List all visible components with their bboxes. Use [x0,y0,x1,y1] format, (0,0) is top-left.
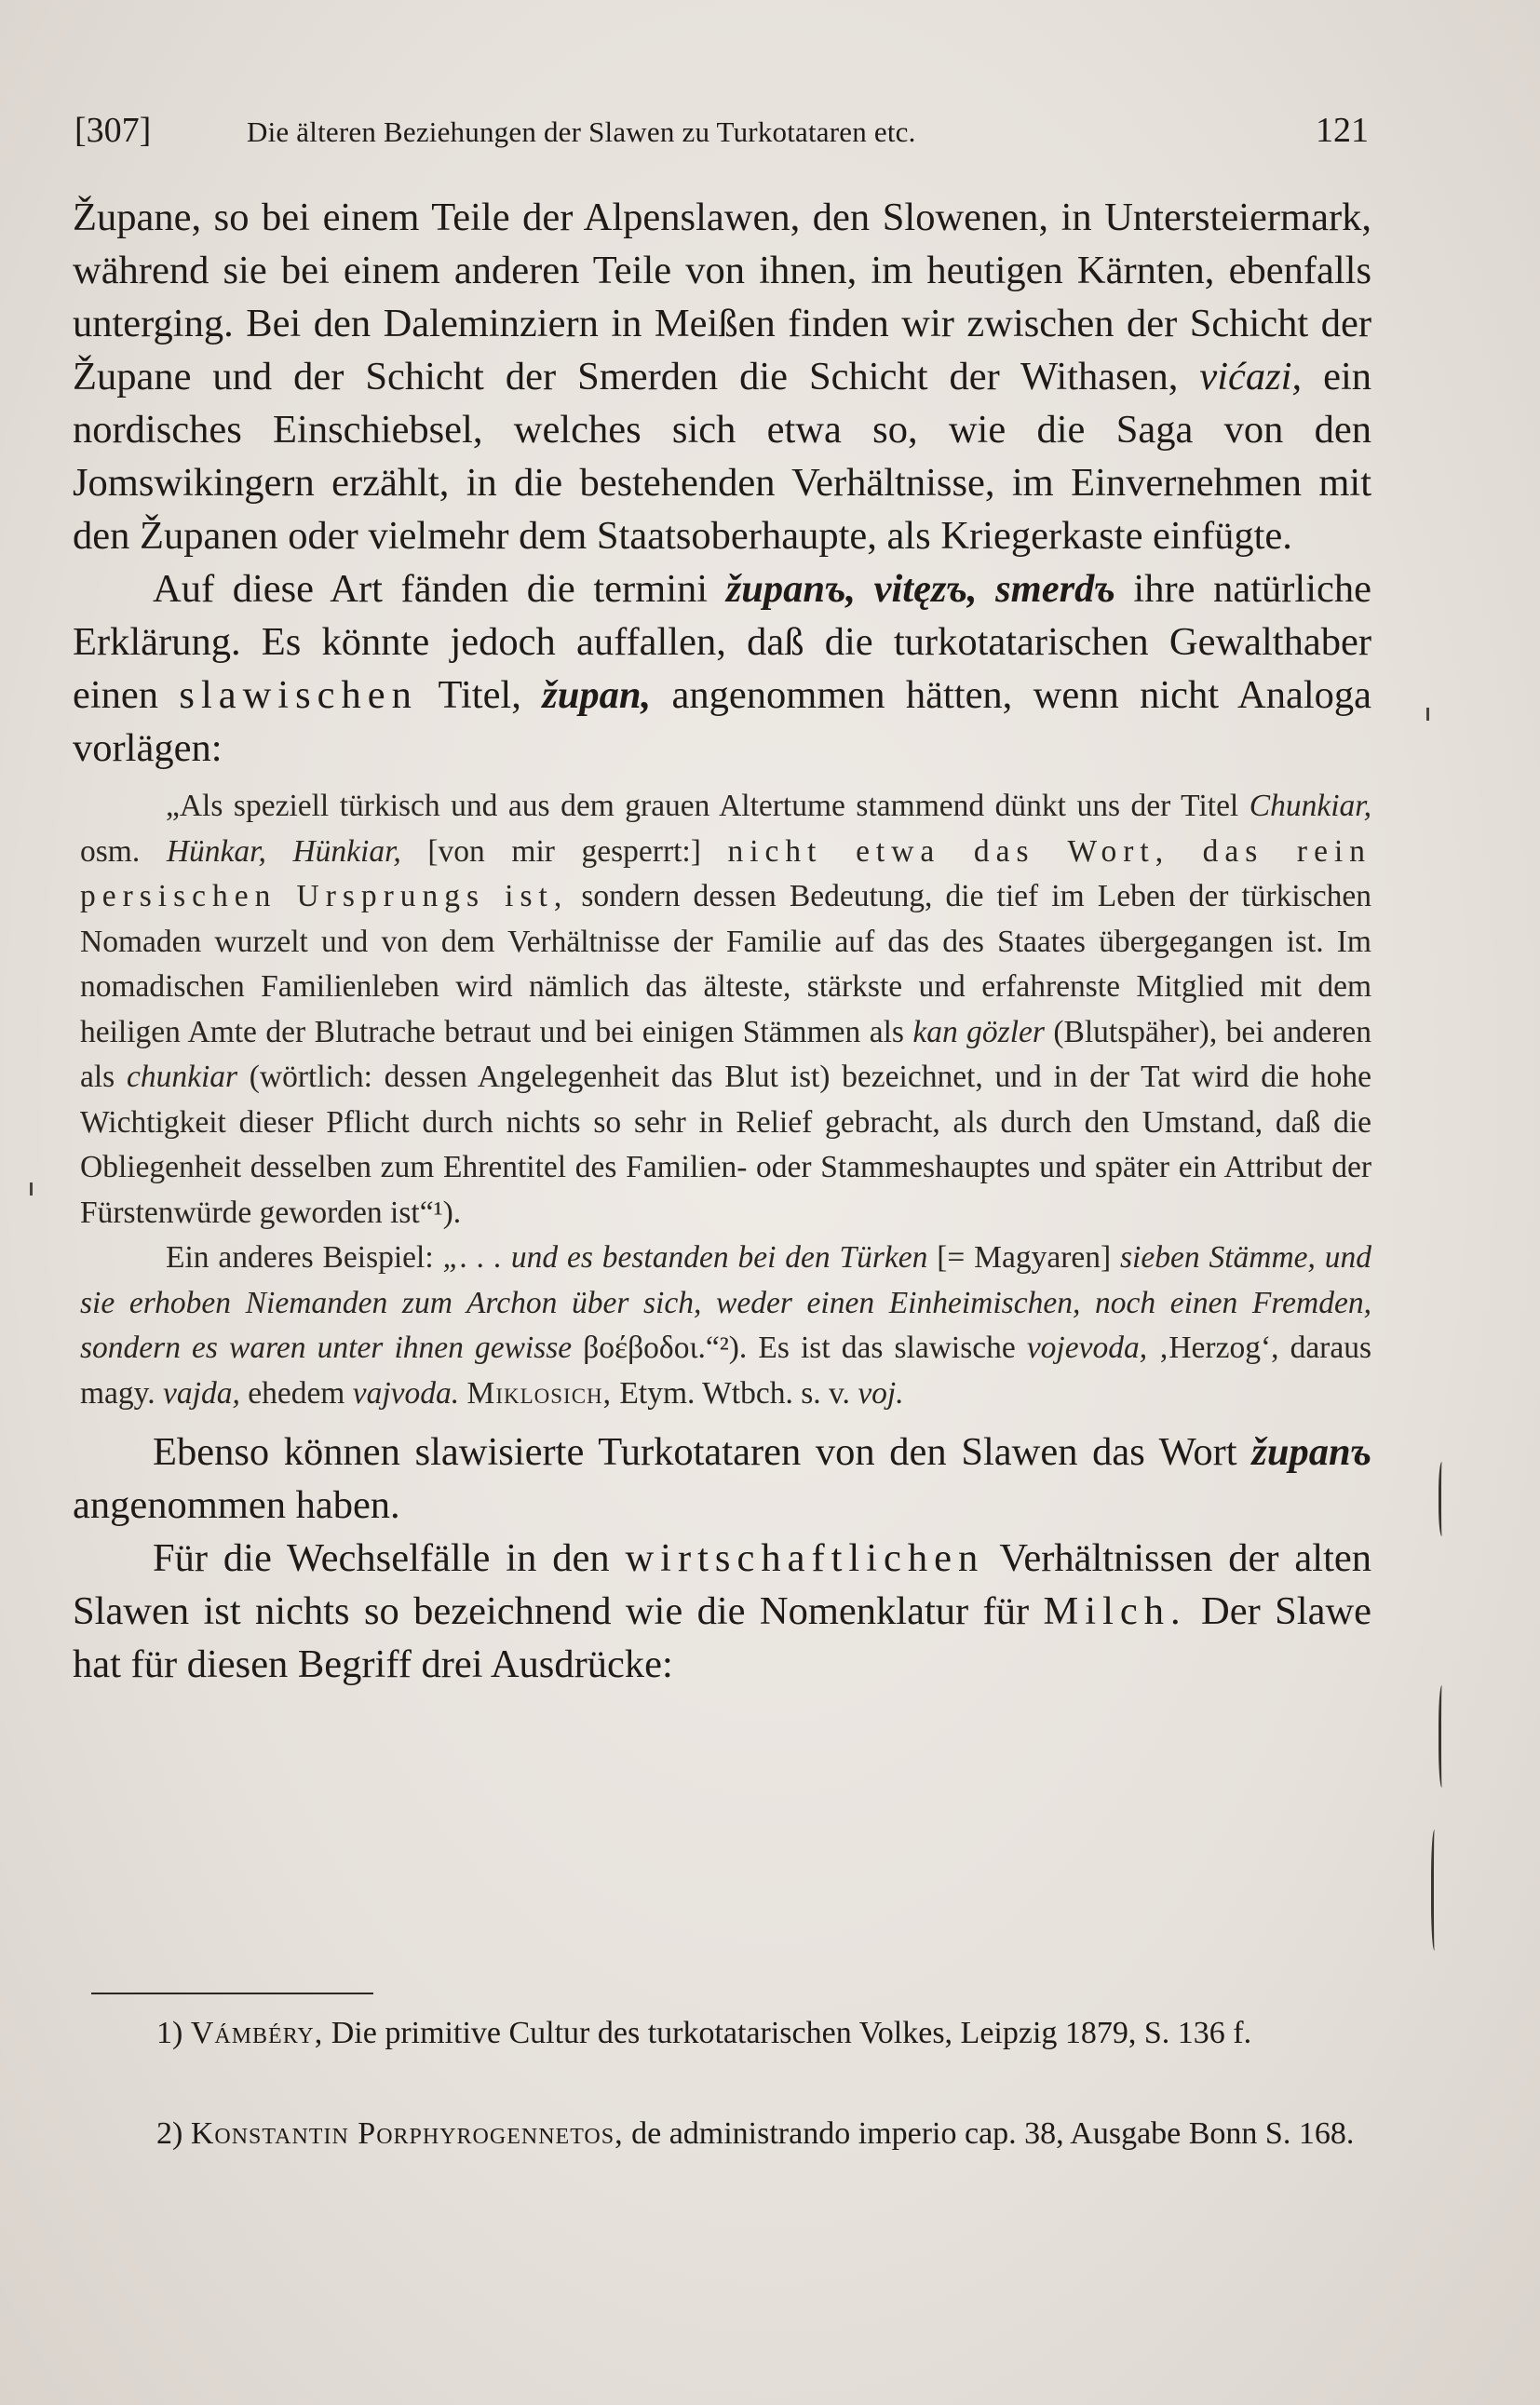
text-run: [= Magyaren] [937,1240,1112,1275]
italic-term: kan gözler [912,1014,1045,1049]
text-run: Etym. Wtbch. s. v. [619,1375,850,1411]
running-header [74,110,1369,166]
text-run: ihre natürliche Erklärung. Es könnte jedoch auffallen, daß die turkotatarischen Gewalthaber einen [73,567,1371,717]
italic-term: vajvoda. [352,1375,460,1411]
text-run: Auf diese Art fänden die termini [153,567,709,611]
page-number: 121 [1316,111,1369,150]
spaced-phrase: nicht etwa das Wort, das rein persischen Ursprungs ist, [80,833,1372,913]
paragraph-3 [73,1425,1371,1532]
paragraph-2 [73,562,1371,775]
italic-term: Hünkar, Hünkiar, [166,833,401,869]
text-run: Titel, [438,673,521,717]
paragraph-4 [73,1532,1371,1691]
running-title: Die älteren Beziehungen der Slawen zu Turkotataren etc. [247,115,916,148]
pencil-tick-mark [1426,708,1429,721]
italic-run: sieben Stämme, und sie erhoben Niemanden zum Archon über sich, weder einen Einheimischen, noch einen Fremden, sondern es waren unter ihnen gewisse [80,1240,1372,1365]
italic-term: vićazi, [1199,355,1303,399]
italic-term: vojevoda, [1026,1331,1148,1365]
section-number: [307] [74,111,152,150]
greek-term: βοέβοδοι.“²). [583,1331,748,1365]
text-run: ‚Herzog‘, daraus magy. [80,1331,1371,1411]
footnote-divider [91,1993,373,1994]
footnote-1 [91,2009,1395,2058]
text-run: „Als speziell türkisch und aus dem grauen Altertume stammend dünkt uns der Titel [166,789,1239,823]
footnote-text: Die primitive Cultur des turkotatarischen Volkes, Leipzig 1879, S. 136 f. [331,2016,1252,2050]
text-run: sondern dessen Bedeutung, die tief im Leben der türkischen Nomaden wurzelt und von dem Verhältnisse der Familie auf das des Staates übergegangen ist. Im nomadischen Familienleben wird nämlich das älteste, stärkste und erfahrenste Mitglied mit dem heiligen Amte der Blutrache betraut und bei einigen Stämmen als [80,879,1372,1049]
text-run: Verhältnissen der alten Slawen ist nichts so bezeichnend wie die Nomenklatur für [73,1536,1371,1633]
text-run: Ein anderes Beispiel: [166,1240,434,1275]
quotation-1 [73,784,1371,1236]
quotation-2 [73,1236,1371,1416]
footnote-label: 2) [156,2116,183,2151]
text-run: osm. [80,833,141,869]
italic-terms: županъ, vitęzъ, smerdъ [725,567,1115,611]
italic-term: voj. [858,1375,904,1411]
text-run: ein nordisches Einschiebsel, welches sich etwa so, wie die Saga von den Jomswikingern erzählt, in die bestehenden Verhältnisse, im Einvernehmen mit den Županen oder vielmehr dem Staatsoberhaupte, als Kriegerkaste einfügte. [73,355,1372,558]
spaced-word: slawischen [179,673,418,717]
footnote-label: 1) [156,2016,183,2050]
author-name: Miklosich, [466,1375,613,1411]
footnote-2 [91,2110,1395,2158]
text-run: Für die Wechselfälle in den [153,1536,610,1580]
text-run: Der Slawe hat für diesen Begriff drei Ausdrücke: [73,1589,1372,1686]
text-run: angenommen hätten, wenn nicht Analoga vorlägen: [73,673,1372,770]
italic-term: Chunkiar, [1249,789,1371,823]
text-run: [von mir gesperrt:] [427,833,701,869]
italic-run: „. . . und es bestanden bei den Türken [442,1240,928,1275]
pencil-tick-mark [30,1182,33,1196]
italic-term: župan, [542,673,652,717]
text-run: ehedem [248,1375,345,1411]
text-run: Es ist das slawische [758,1331,1016,1365]
main-text [73,191,1371,1691]
pencil-margin-mark [1439,1685,1447,1788]
paragraph-1 [73,191,1371,562]
italic-term: chunkiar [126,1060,238,1094]
text-run: (Blutspäher), bei anderen als [80,1014,1372,1094]
spaced-word: Milch. [1043,1589,1187,1633]
footnote-author: Konstantin Porphyrogennetos, [190,2116,624,2151]
footnote-text: de administrando imperio cap. 38, Ausgabe Bonn S. 168. [631,2116,1355,2151]
text-run: Ebenso können slawisierte Turkotataren von den Slawen das Wort [153,1430,1237,1474]
footnote-author: Vámbéry, [190,2016,324,2050]
italic-term: županъ [1251,1430,1372,1474]
spaced-word: wirtschaftlichen [625,1536,985,1580]
text-run: (wörtlich: dessen Angelegenheit das Blut ist) bezeichnet, und in der Tat wird die hohe Wichtigkeit dieser Pflicht durch nichts so sehr in Relief gebracht, als durch den Umstand, daß die Obliegenheit desselben zum Ehrentitel des Familien- oder Stammeshauptes und später ein Attribut der Fürstenwürde geworden ist“¹). [80,1060,1372,1230]
text-run: angenommen haben. [73,1483,400,1527]
pencil-margin-mark [1439,1462,1447,1536]
text-run: Župane, so bei einem Teile der Alpenslawen, den Slowenen, in Untersteiermark, während sie bei einem anderen Teile von ihnen, im heutigen Kärnten, ebenfalls unterging. Bei den Daleminziern in Meißen finden wir zwischen der Schicht der Župane und der Schicht der Smerden die Schicht der Withasen, [73,196,1371,399]
pencil-margin-mark [1431,1830,1439,1951]
italic-term: vajda, [163,1375,240,1411]
